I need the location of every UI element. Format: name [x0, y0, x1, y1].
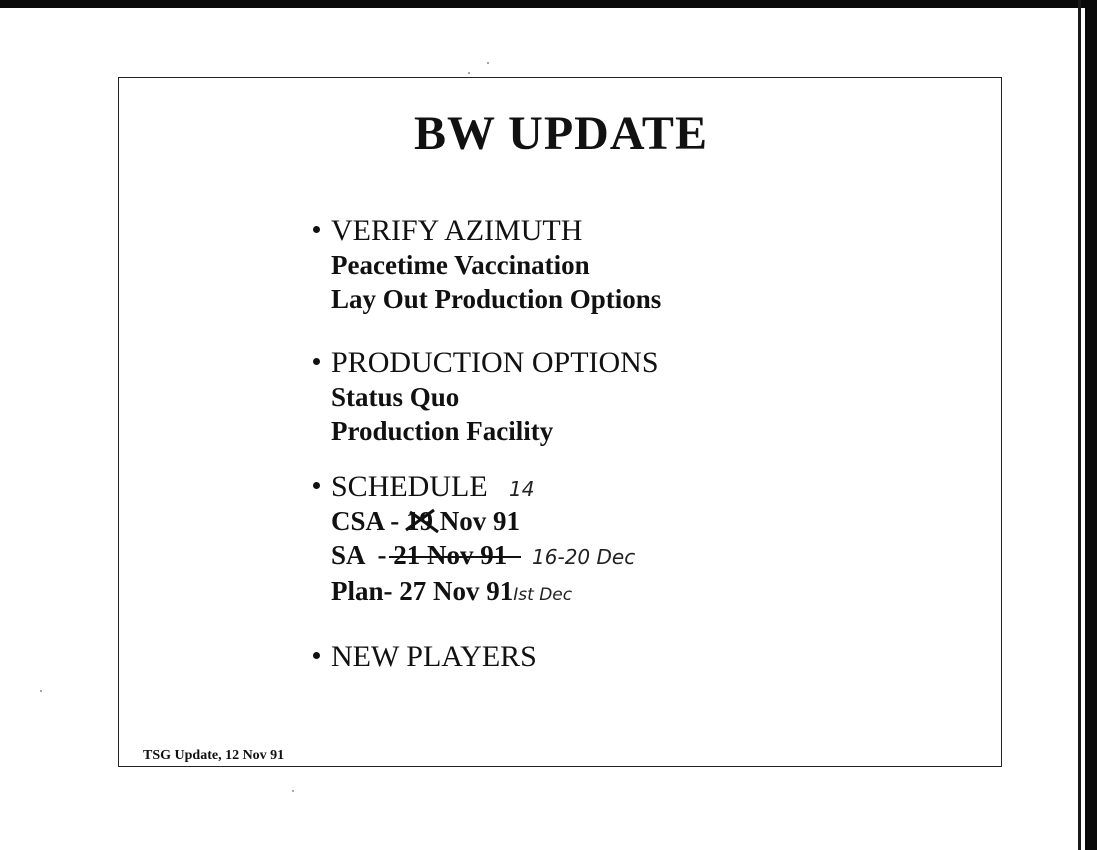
section-new-players — [331, 640, 537, 674]
section-heading — [331, 470, 635, 504]
handwritten-annotation: 14 — [509, 477, 535, 501]
slide-title: BW UPDATE — [414, 107, 708, 160]
bullet-icon — [313, 358, 320, 365]
plan-handwritten-date: Ist Dec — [513, 585, 573, 605]
section-schedule — [331, 470, 635, 612]
bullet-icon — [313, 226, 320, 233]
csa-struck-day — [406, 504, 433, 538]
scan-speck — [40, 690, 42, 692]
section-heading: VERIFY AZIMUTH — [331, 214, 583, 247]
scan-speck — [292, 790, 294, 792]
csa-prefix: CSA - — [331, 506, 407, 536]
section-production-options — [331, 346, 659, 448]
section-item: Status Quo — [331, 382, 460, 412]
scan-edge-right — [1085, 0, 1097, 850]
section-heading: PRODUCTION OPTIONS — [331, 346, 659, 379]
section-item: Peacetime Vaccination — [331, 250, 590, 280]
section-item: Production Facility — [331, 416, 554, 446]
scan-edge-right-line — [1078, 0, 1081, 850]
sa-struck-date: 21 Nov 91 — [393, 540, 508, 570]
schedule-sa-line — [331, 538, 635, 574]
scan-edge-top — [0, 0, 1097, 8]
section-heading: NEW PLAYERS — [331, 640, 537, 673]
plan-text: Plan- 27 Nov 91 — [331, 576, 514, 606]
slide-frame — [118, 77, 1002, 767]
scan-speck — [468, 72, 470, 74]
sa-prefix: SA - — [331, 540, 394, 570]
schedule-heading-text: SCHEDULE — [331, 470, 488, 503]
csa-struck-day-text: 19 — [406, 506, 434, 536]
bullet-icon — [313, 652, 320, 659]
sa-handwritten-date: 16-20 Dec — [532, 545, 636, 569]
slide-footer: TSG Update, 12 Nov 91 — [143, 748, 285, 763]
schedule-csa-line — [331, 504, 635, 538]
section-item: Lay Out Production Options — [331, 284, 662, 314]
section-verify-azimuth — [331, 214, 661, 316]
schedule-plan-line — [331, 574, 635, 612]
csa-rest: Nov 91 — [439, 506, 521, 536]
scan-speck — [487, 62, 489, 64]
cross-out-mark — [404, 506, 442, 536]
bullet-icon — [313, 482, 320, 489]
